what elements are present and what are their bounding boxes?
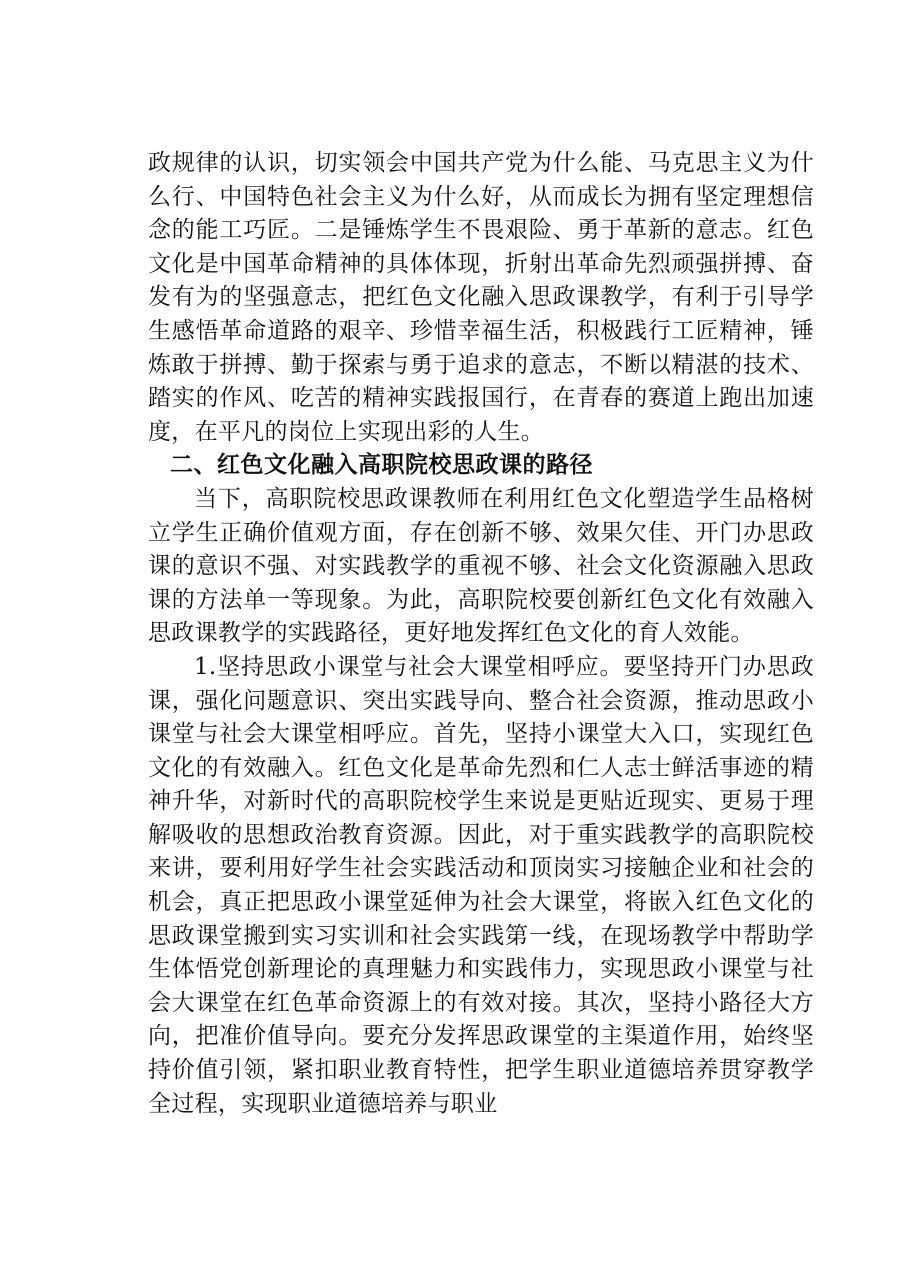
section-heading: 二、红色文化融入高职院校思政课的路径 bbox=[170, 452, 593, 479]
point-one-paragraph: 1.坚持思政小课堂与社会大课堂相呼应。要坚持开门办思政课，强化问题意识、突出实践导向、整合社会资源，推动思政小课堂与社会大课堂相呼应。首先，坚持小课堂大入口，实现红色文化的有效融入。红色文化是革命先烈和仁人志士鲜活事迹的精神升华，对新时代的高职院校学生来说是更贴近现实、更易于理解吸收的思想政治教育资源。因此，对于重实践教学的高职院校来讲，要利用好学生社会实践活动和顶岗实习接触企业和社会的机会，真正把思政小课堂延伸为社会大课堂，将嵌入红色文化的思政课堂搬到实习实训和社会实践第一线，在现场教学中帮助学生体悟党创新理论的真理魅力和实践伟力，实现思政小课堂与社会大课堂在红色革命资源上的有效对接。其次，坚持小路径大方向，把准价值导向。要充分发挥思政课堂的主渠道作用，始终坚持价值引领，紧扣职业教育特性，把学生职业道德培养贯穿教学全过程，实现职业道德培养与职业 bbox=[148, 653, 814, 1117]
document-body bbox=[148, 147, 814, 1121]
intro-paragraph: 当下，高职院校思政课教师在利用红色文化塑造学生品格树立学生正确价值观方面，存在创新不够、效果欠佳、开门办思政课的意识不强、对实践教学的重视不够、社会文化资源融入思政课的方法单一等现象。为此，高职院校要创新红色文化有效融入思政课教学的实践路径，更好地发挥红色文化的育人效能。 bbox=[148, 485, 814, 647]
continued-paragraph: 政规律的认识，切实领会中国共产党为什么能、马克思主义为什么行、中国特色社会主义为什么好，从而成长为拥有坚定理想信念的能工巧匠。二是锤炼学生不畏艰险、勇于革新的意志。红色文化是中国革命精神的具体体现，折射出革命先烈顽强拼搏、奋发有为的坚强意志，把红色文化融入思政课教学，有利于引导学生感悟革命道路的艰辛、珍惜幸福生活，积极践行工匠精神，锤炼敢于拼搏、勤于探索与勇于追求的意志，不断以精湛的技术、踏实的作风、吃苦的精神实践报国行，在青春的赛道上跑出加速度，在平凡的岗位上实现出彩的人生。 bbox=[148, 150, 814, 445]
